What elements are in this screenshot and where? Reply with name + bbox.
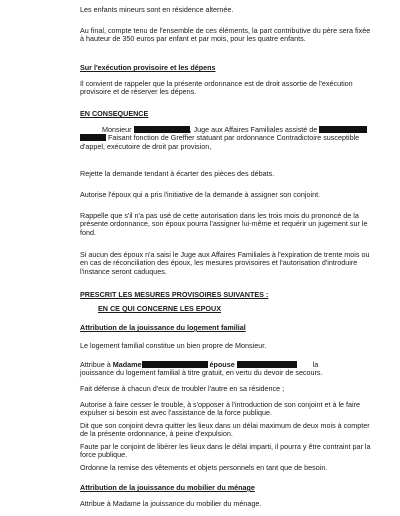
attribue-epouse: épouse: [209, 360, 235, 369]
paragraph-si-aucun: Si aucun des époux n'a saisi le Juge aux Affaires Familiales à l'expiration de trente mois ou en cas de réconciliation des époux, les mesures provisoires et l'autorisation d'introduire l'instance seront caduques.: [80, 250, 370, 276]
heading-attribution-logement: Attribution de la jouissance du logement familial: [80, 323, 246, 332]
paragraph-judge: [80, 126, 372, 151]
attribue-text-1: Attribue à: [80, 360, 111, 369]
heading-prescrit: PRESCRIT LES MESURES PROVISOIRES SUIVANTES :: [80, 290, 269, 299]
attribue-text-2: jouissance du logement familial à titre gratuit, en vertu du devoir de secours.: [80, 368, 323, 378]
judge-title-1: Monsieur: [102, 125, 132, 134]
paragraph-faute: Faute par le conjoint de libérer les lieux dans le délai imparti, il pourra y être contraint par la force publique.: [80, 442, 371, 460]
paragraph-autorise-assigner: Autorise l'époux qui a pris l'initiative de la demande à assigner son conjoint.: [80, 190, 321, 199]
paragraph-autorise-trouble: Autorise à faire cesser le trouble, à s'opposer à l'introduction de son conjoint et à le faire expulser si besoin est avec l'assistance de la force publique.: [80, 400, 361, 418]
paragraph-mobilier: Attribue à Madame la jouissance du mobilier du ménage.: [80, 499, 262, 508]
paragraph-execution: Il convient de rappeler que la présente ordonnance est de droit assortie de l'exécution provisoire et de réserver les dépens.: [80, 79, 353, 97]
paragraph-attribue-logement: [80, 361, 372, 378]
redaction-block: [142, 361, 208, 368]
paragraph-final-contribution: Au final, compte tenu de l'ensemble de ces éléments, la part contributive du père sera fixée à hauteur de 350 euros par enfant et par mois, pour les quatre enfants.: [80, 26, 371, 44]
heading-en-consequence: EN CONSEQUENCE: [80, 109, 149, 118]
paragraph-bien-propre: Le logement familial constitue un bien propre de Monsieur.: [80, 341, 267, 350]
attribue-madame: Madame: [112, 360, 142, 369]
heading-concerne-epoux: EN CE QUI CONCERNE LES EPOUX: [98, 304, 222, 313]
heading-execution-provisoire: Sur l'exécution provisoire et les dépens: [80, 63, 216, 72]
redaction-block: [134, 126, 190, 133]
redaction-block: [237, 361, 297, 368]
redaction-block: [319, 126, 367, 133]
paragraph-rejette: Rejette la demande tendant à écarter des pièces des débats.: [80, 169, 275, 178]
attribue-la: la: [312, 360, 319, 369]
judge-title-2: , Juge aux Affaires Familiales assisté de: [189, 125, 318, 134]
paragraph-rappelle: Rappelle que s'il n'a pas usé de cette autorisation dans les trois mois du prononcé de la présente ordonnance, son époux pourra l'assigner lui-même et requérir un jugement sur le fond.: [80, 211, 368, 237]
redaction-block: [80, 134, 106, 141]
paragraph-ordonne: Ordonne la remise des vêtements et objets personnels en tant que de besoin.: [80, 463, 328, 472]
judge-title-3: Faisant fonction de Greffier statuant par ordonnance Contradictoire susceptible d'appel, exécutoire de droit par provision,: [80, 133, 360, 151]
paragraph-defense: Fait défense à chacun d'eux de troubler l'autre en sa résidence ;: [80, 384, 285, 393]
paragraph-dit-quitter: Dit que son conjoint devra quitter les lieux dans un délai maximum de deux mois à compter de la présente ordonnance, à peine d'expulsion.: [80, 421, 370, 439]
heading-attribution-mobilier: Attribution de la jouissance du mobilier du ménage: [80, 483, 255, 492]
paragraph-minors: Les enfants mineurs sont en résidence alternée.: [80, 5, 234, 14]
